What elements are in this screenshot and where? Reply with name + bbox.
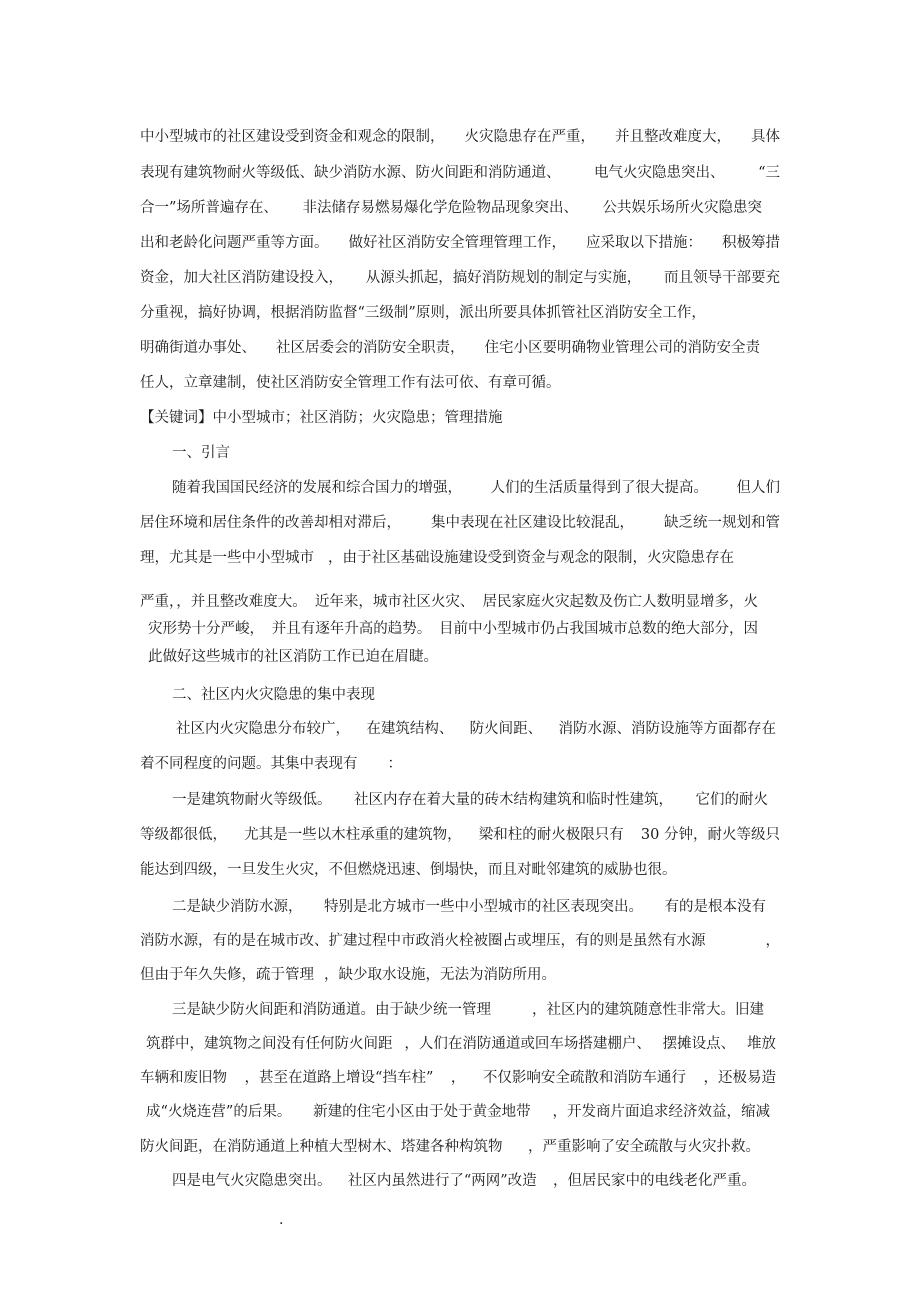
body-line <box>140 825 780 845</box>
body-line <box>140 860 780 880</box>
abstract-line <box>140 127 780 147</box>
text-run: ，开发商片面追求经济效益，缩减 <box>552 1104 770 1120</box>
text-run: 住宅小区要明确物业管理公司的消防安全责 <box>484 340 760 356</box>
text-run: 公共娱乐场所火灾隐患突 <box>602 200 762 216</box>
text-run: 堆放 <box>746 1036 776 1052</box>
text-run: 应采取以下措施： <box>586 235 702 251</box>
text-run: 但由于年久失修，疏于管理 <box>140 967 314 983</box>
abstract-line <box>140 268 780 288</box>
text-run: 新建的住宅小区由于处于黄金地带 <box>313 1104 531 1120</box>
keywords: 【关键词】中小型城市；社区消防；火灾隐患；管理措施 <box>140 410 503 426</box>
body-line <box>146 1034 776 1054</box>
text-run: 筑群中，建筑物之间没有任何防火间距 <box>146 1036 393 1052</box>
text-run: 有的是根本没有 <box>664 899 766 915</box>
text-run: 三是缺少防火间距和消防通道。由于缺少统一管理 <box>172 1002 491 1018</box>
text-run: 资金，加大社区消防建设投入， <box>140 270 343 286</box>
text-run: 社区内火灾隐患分布较广， <box>176 721 350 737</box>
body-line <box>140 513 780 533</box>
text-run: 社区内存在着大量的砖木结构建筑和临时性建筑， <box>354 792 673 808</box>
text-run: ： <box>387 756 402 772</box>
text-run: 防火间距，在消防通道上种植大型树木、塔建各种构筑物 <box>140 1139 503 1155</box>
body-line <box>172 478 780 498</box>
text-run: 火灾隐患存在严重， <box>464 129 595 145</box>
text-run: 能达到四级，一旦发生火灾，不但燃烧迅速、倒塌快，而且对毗邻建筑的威胁也很。 <box>140 862 677 878</box>
text-run: ，严重影响了安全疏散与火灾扑救。 <box>528 1139 760 1155</box>
text-run: 积极筹措 <box>722 235 780 251</box>
text-run: 不仅影响安全疏散和消防车通行 <box>482 1070 686 1086</box>
text-run: ， <box>450 1070 466 1086</box>
text-run: ， <box>765 933 780 949</box>
body-line <box>148 647 788 667</box>
text-run: 分重视，搞好协调，根据消防监督“三级制”原则，派出所要具体抓管社区消防安全工作， <box>140 305 706 321</box>
text-run: 摆摊设点、 <box>662 1036 736 1052</box>
text-run: 成“火烧连营”的后果。 <box>146 1104 292 1120</box>
text-run: 着不同程度的问题。其集中表现有 <box>140 756 358 772</box>
text-run: 严重，，并且整改难度大。 <box>140 594 307 610</box>
text-run: 尤其是一些以木柱承重的建筑物， <box>244 827 462 843</box>
text-run: 居住环境和居住条件的改善却相对滞后， <box>140 515 401 531</box>
text-run: 做好社区消防安全管理管理工作， <box>348 235 566 251</box>
body-line <box>172 790 768 810</box>
text-run: 近年来，城市社区火灾、 <box>314 594 475 610</box>
text-run: 理，尤其是一些中小型城市 <box>140 550 314 566</box>
text-run: 人们的生活质量得到了很大提高。 <box>490 480 708 496</box>
body-line <box>140 592 758 612</box>
text-run: 一是建筑物耐火等级低。 <box>172 792 332 808</box>
text-run: 表现有建筑物耐火等级低、缺少消防水源、防火间距和消防通道、 <box>140 165 561 181</box>
text-run: 等级都很低， <box>140 827 227 843</box>
text-run: ，由于社区基础设施建设受到资金与观念的限制，火灾隐患存在 <box>328 550 734 566</box>
text-run: 并且有逐年升高的趋势。 <box>271 621 432 637</box>
text-run: 社区居委会的消防安全职责， <box>276 340 465 356</box>
text-run: 梁和柱的耐火极限只有 <box>478 827 624 843</box>
text-run: ，缺少取水设施，无法为消防所用。 <box>324 967 556 983</box>
abstract-line <box>140 338 760 358</box>
abstract-line <box>140 233 780 253</box>
section-heading: 二、社区内火灾隐患的集中表现 <box>172 687 375 703</box>
body-line <box>146 1102 770 1122</box>
text-run: 特别是北方城市一些中小型城市的社区表现突出。 <box>324 899 643 915</box>
body-line <box>140 1068 776 1088</box>
text-run: 缺乏统一规划和管 <box>664 515 780 531</box>
text-run: 四是电气火灾隐患突出。 <box>172 1173 332 1189</box>
text-run: 社区内虽然进行了“两网”改造 <box>347 1173 537 1189</box>
text-run: ，还极易造 <box>703 1070 776 1086</box>
text-run: ，社区内的建筑随意性非常大。旧建 <box>532 1002 764 1018</box>
text-run: 车辆和废旧物 <box>140 1070 227 1086</box>
text-run: 任人，立章建制，使社区消防安全管理工作有法可依、有章可循。 <box>140 375 561 391</box>
body-line <box>140 965 780 985</box>
body-line <box>172 1000 764 1020</box>
text-run: 集中表现在社区建设比较混乱， <box>431 515 634 531</box>
abstract-line <box>140 373 780 393</box>
text-run: 灾形势十分严峻， <box>148 621 264 637</box>
text-run: 30 分钟，耐火等级只 <box>640 827 780 843</box>
text-run: ，但居民家中的电线老化严重。 <box>552 1173 756 1189</box>
abstract-line <box>140 198 762 218</box>
text-run: 明确街道办事处、 <box>140 340 256 356</box>
text-run: 合一”场所普遍存在、 <box>140 200 278 216</box>
abstract-line <box>140 303 780 323</box>
body-line <box>148 619 758 639</box>
text-run: 中小型城市的社区建设受到资金和观念的限制， <box>140 129 445 145</box>
body-line <box>140 548 780 568</box>
body-line <box>140 754 780 774</box>
body-line <box>140 931 780 951</box>
body-line <box>172 897 766 917</box>
text-run: 消防水源、消防设施等方面都存在 <box>558 721 776 737</box>
text-run: “三 <box>758 165 780 181</box>
section-heading: 一、引言 <box>172 445 230 461</box>
text-run: 居民家庭火灾起数及伤亡人数明显增多，火 <box>482 594 758 610</box>
text-run: 非法储存易燃易爆化学危险物品现象突出、 <box>302 200 578 216</box>
text-run: 从源头抓起，搞好消防规划的制定与实施， <box>365 270 642 286</box>
text-run: ，甚至在道路上增设“挡车柱” <box>244 1070 434 1086</box>
text-run: 电气火灾隐患突出、 <box>594 165 725 181</box>
text-run: 随着我国国民经济的发展和综合国力的增强， <box>172 480 462 496</box>
abstract-line <box>140 163 780 183</box>
text-run: 目前中小型城市仍占我国城市总数的绝大部分，因 <box>439 621 758 637</box>
text-run: 此做好这些城市的社区消防工作已迫在眉睫。 <box>148 649 438 665</box>
text-run: 在建筑结构、 <box>366 721 454 737</box>
text-run: 二是缺少消防水源， <box>172 899 303 915</box>
text-run: 它们的耐火 <box>695 792 768 808</box>
text-run: 防火间距、 <box>469 721 543 737</box>
text-run: 并且整改难度大， <box>615 129 731 145</box>
text-run: 而且领导干部要充 <box>664 270 780 286</box>
text-run: 具体 <box>751 129 780 145</box>
text-run: 出和老龄化问题严重等方面。 <box>140 235 329 251</box>
body-line <box>176 719 776 739</box>
text-run: ，人们在消防通道或回车场搭建棚户、 <box>404 1036 651 1052</box>
body-line <box>172 1171 756 1191</box>
text-run: 但人们 <box>736 480 780 496</box>
page-footer-mark: . <box>279 1212 284 1228</box>
text-run: 消防水源，有的是在城市改、扩建过程中市政消火栓被圈占或埋压，有的则是虽然有水源 <box>140 933 706 949</box>
body-line <box>140 1137 760 1157</box>
